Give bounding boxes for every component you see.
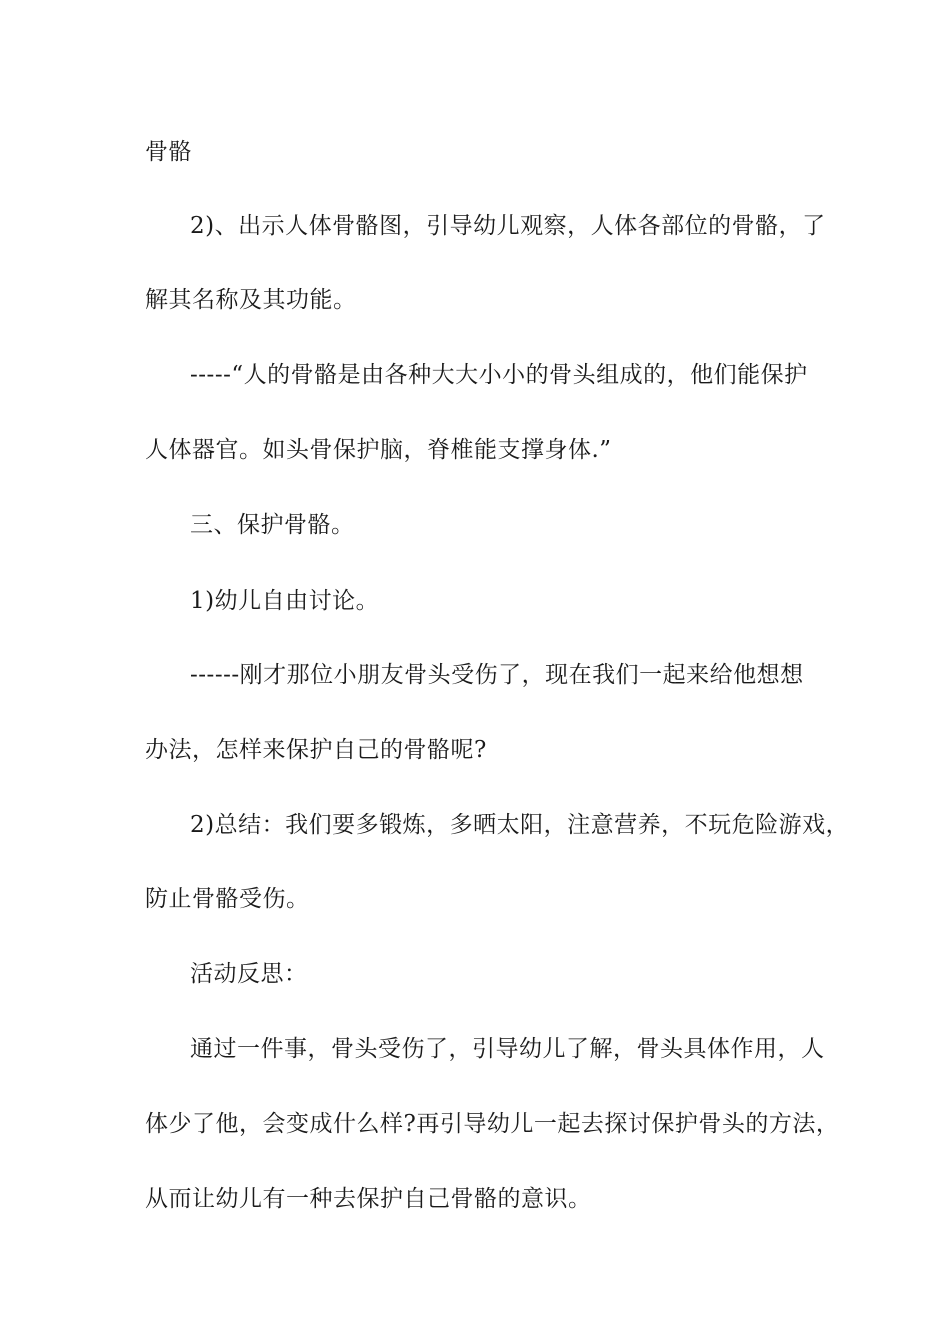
text-line: 解其名称及其功能。 [145, 287, 357, 313]
text-line: ------刚才那位小朋友骨头受伤了，现在我们一起来给他想想 [190, 662, 804, 688]
text-line: 体少了他，会变成什么样?再引导幼儿一起去探讨保护骨头的方法， [145, 1111, 840, 1137]
text-line: -----“人的骨骼是由各种大大小小的骨头组成的，他们能保护 [190, 362, 808, 388]
section-heading: 活动反思： [190, 961, 308, 987]
text-line: 骨骼 [145, 139, 192, 165]
text-line: 2)、出示人体骨骼图，引导幼儿观察，人体各部位的骨骼，了 [190, 213, 826, 239]
text-line: 人体器官。如头骨保护脑，脊椎能支撑身体.” [145, 437, 612, 463]
text-line: 办法，怎样来保护自己的骨骼呢? [145, 737, 487, 763]
text-line: 1)幼儿自由讨论。 [190, 588, 380, 614]
text-line: 通过一件事，骨头受伤了，引导幼儿了解，骨头具体作用，人 [190, 1036, 825, 1062]
text-line: 2)总结：我们要多锻炼，多晒太阳，注意营养，不玩危险游戏， [190, 812, 850, 838]
text-line: 从而让幼儿有一种去保护自己骨骼的意识。 [145, 1186, 592, 1212]
section-heading: 三、保护骨骼。 [190, 512, 355, 538]
text-line: 防止骨骼受伤。 [145, 886, 310, 912]
